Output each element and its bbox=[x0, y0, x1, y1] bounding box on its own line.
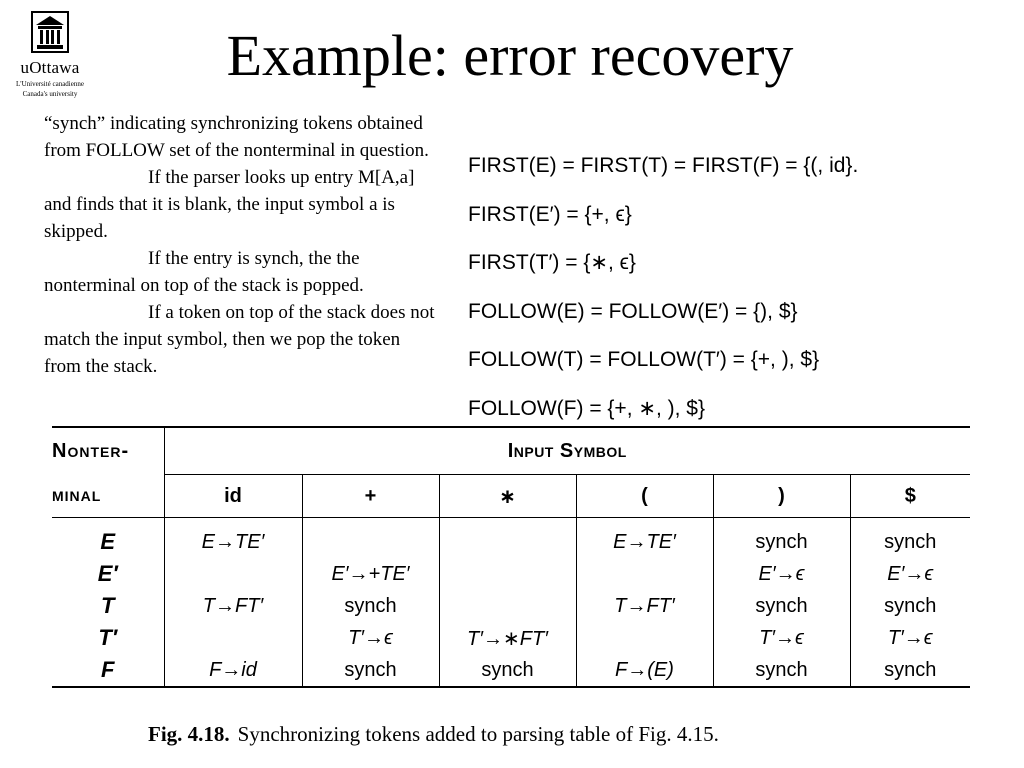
table-cell: synch bbox=[302, 590, 439, 622]
formula-follow-f: FOLLOW(F) = {+, ∗, ), $} bbox=[468, 396, 705, 420]
table-cell: E→TE′ bbox=[576, 518, 713, 559]
table-cell: synch bbox=[713, 654, 850, 687]
nonterminal-cell: F bbox=[101, 657, 115, 682]
table-cell: F→id bbox=[164, 654, 302, 687]
paragraph-token-mismatch: If a token on top of the stack does not match the input symbol, then we pop the token from the stack. bbox=[44, 302, 435, 377]
table-row bbox=[52, 622, 970, 654]
column-header: ( bbox=[576, 475, 713, 518]
table-cell bbox=[164, 622, 302, 654]
table-cell: synch bbox=[439, 654, 576, 687]
table-cell bbox=[302, 518, 439, 559]
logo-name: uOttawa bbox=[20, 58, 80, 77]
body-text bbox=[44, 110, 436, 380]
table-cell: synch bbox=[850, 654, 970, 687]
table-cell bbox=[439, 558, 576, 590]
input-symbol-header: Input Symbol bbox=[164, 427, 970, 475]
caption-text: Synchronizing tokens added to parsing table of Fig. 4.15. bbox=[237, 722, 719, 746]
table-cell: T′→∗FT′ bbox=[439, 622, 576, 654]
formula-first-t-prime: FIRST(T′) = {∗, ϵ} bbox=[468, 251, 636, 274]
figure-number: Fig. 4.18. bbox=[148, 722, 230, 746]
table-cell: E′→+TE′ bbox=[302, 558, 439, 590]
nonterminal-cell: T′ bbox=[98, 625, 118, 650]
formula-first-e: FIRST(E) = FIRST(T) = FIRST(F) = {(, id}. bbox=[468, 154, 859, 177]
table-cell: E′→ϵ bbox=[713, 558, 850, 590]
formula-follow-t: FOLLOW(T) = FOLLOW(T′) = {+, ), $} bbox=[468, 348, 820, 371]
logo-subtitle-english: Canada's university bbox=[22, 90, 78, 98]
table-cell: T′→ϵ bbox=[850, 622, 970, 654]
table-cell: synch bbox=[302, 654, 439, 687]
table-cell: T→FT′ bbox=[576, 590, 713, 622]
table-cell: T′→ϵ bbox=[302, 622, 439, 654]
logo-subtitle-french: L'Université canadienne bbox=[16, 80, 84, 88]
table-cell: E′→ϵ bbox=[850, 558, 970, 590]
first-follow-sets bbox=[468, 142, 1024, 433]
formula-first-e-prime: FIRST(E′) = {+, ϵ} bbox=[468, 202, 632, 226]
table-cell: T′→ϵ bbox=[713, 622, 850, 654]
table-cell: E→TE′ bbox=[164, 518, 302, 559]
column-header: id bbox=[164, 475, 302, 518]
parsing-table bbox=[52, 426, 970, 688]
table-cell: T→FT′ bbox=[164, 590, 302, 622]
table-cell: F→(E) bbox=[576, 654, 713, 687]
table-cell bbox=[439, 518, 576, 559]
table-row bbox=[52, 558, 970, 590]
table-cell: synch bbox=[713, 518, 850, 559]
table-cell: synch bbox=[850, 518, 970, 559]
formula-follow-e: FOLLOW(E) = FOLLOW(E′) = {), $} bbox=[468, 299, 798, 323]
table-cell bbox=[576, 622, 713, 654]
paragraph-synch-definition: “synch” indicating synchronizing tokens obtained from FOLLOW set of the nonterminal in question. bbox=[44, 113, 429, 161]
table-cell bbox=[164, 558, 302, 590]
paragraph-blank-entry: If the parser looks up entry M[A,a] and finds that it is blank, the input symbol a is skipped. bbox=[44, 167, 415, 242]
building-icon bbox=[30, 10, 70, 54]
nonterminal-cell: E bbox=[100, 529, 116, 554]
table-cell: synch bbox=[713, 590, 850, 622]
column-header: $ bbox=[850, 475, 970, 518]
nonterminal-cell: E′ bbox=[97, 561, 118, 586]
university-logo bbox=[8, 10, 92, 98]
table-row bbox=[52, 654, 970, 687]
paragraph-synch-entry: If the entry is synch, the the nonterminal on top of the stack is popped. bbox=[44, 248, 364, 296]
figure-caption bbox=[148, 722, 888, 747]
nonterminal-header-top: Nonter- bbox=[52, 439, 130, 462]
table-cell bbox=[439, 590, 576, 622]
column-header: ∗ bbox=[439, 475, 576, 518]
column-header: + bbox=[302, 475, 439, 518]
slide-title: Example: error recovery bbox=[226, 23, 794, 88]
nonterminal-header-bottom: minal bbox=[52, 475, 164, 518]
nonterminal-cell: T bbox=[101, 593, 115, 618]
table-row bbox=[52, 518, 970, 559]
table-cell: synch bbox=[850, 590, 970, 622]
table-cell bbox=[576, 558, 713, 590]
table-row bbox=[52, 590, 970, 622]
column-header: ) bbox=[713, 475, 850, 518]
